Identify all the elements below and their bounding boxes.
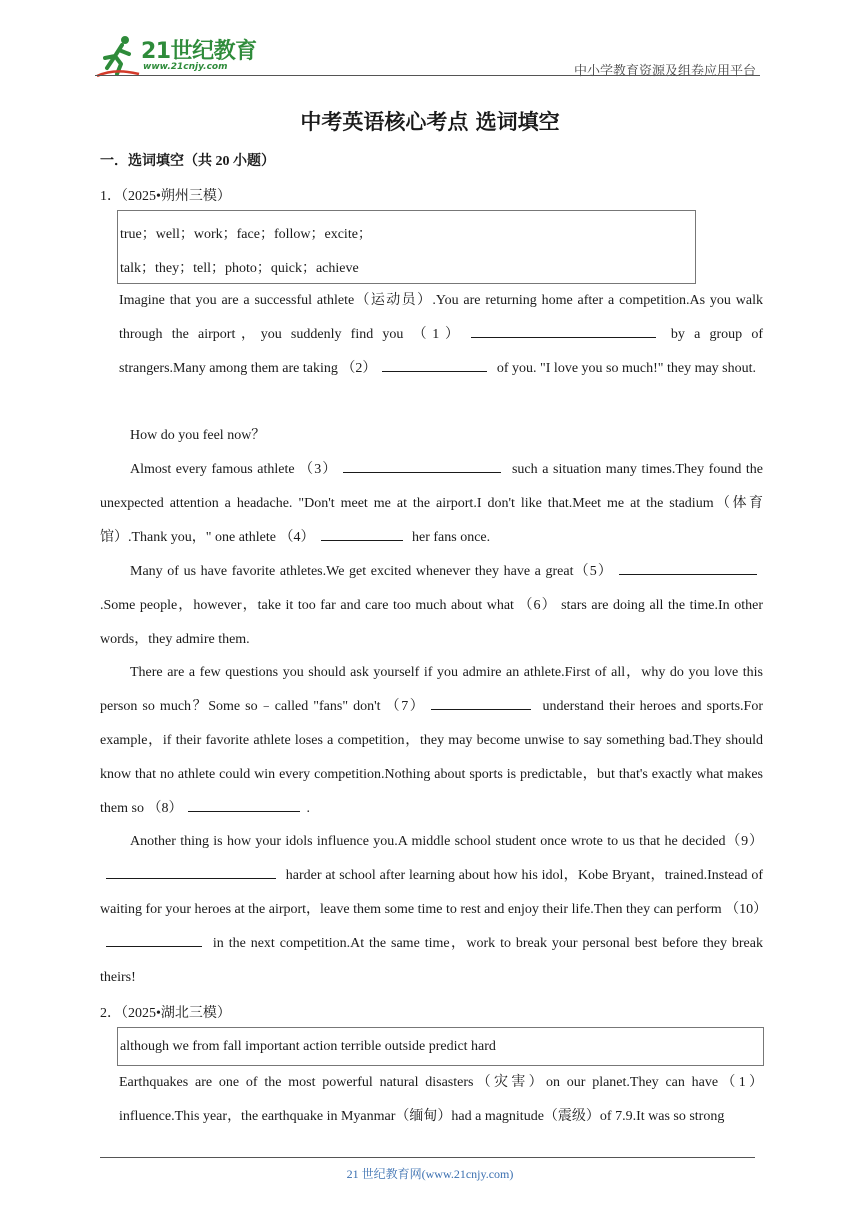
paragraph-text: .Some people，however，take it too far and care too much about what （6） stars are doing all the time.In other words，they admire them. [100,598,763,647]
paragraph-text: understand their heroes and sports.For example，if their favorite athlete loses a competition，they may become unwise to say something bad.They should know that no athlete could win every competition.Nothing about sports is predictable，but that's exactly what makes them so （8） [100,699,763,816]
question-1-paragraph-3 [100,453,763,555]
blank-3[interactable] [343,458,501,473]
header-divider [95,75,760,76]
paragraph-text: There are a few questions you should ask yourself if you admire an athlete.First of all，why do you love this person so much？Some so﹣called "fans" don't （7） [100,665,763,714]
site-logo [95,34,265,78]
blank-10[interactable] [106,932,202,947]
question-2-heading: 2．（2025•湖北三模） [100,1006,231,1021]
question-1-paragraph-1 [100,284,763,386]
blank-7[interactable] [431,695,531,710]
question-1-paragraph-6 [100,825,768,995]
page-title: 中考英语核心考点 选词填空 [300,109,560,134]
footer-text: 21 世纪教育网(www.21cnjy.com) [346,1167,514,1181]
question-2-paragraph-1 [100,1066,763,1134]
runner-logo-icon [95,34,141,78]
paragraph-text: her fans once. [408,530,491,545]
paragraph-text: . [306,801,310,816]
paragraph-text: Imagine that you are a successful athlete（运动员）.You are returning home after a competition.As you walk through the airport，you suddenly find you （1） [119,293,763,342]
paragraph-text: of you. "I love you so much!" they may shout. [493,361,757,376]
section-heading: 一．选词填空（共 20 小题） [100,154,275,169]
paragraph-text: Almost every famous athlete （3） [130,462,338,477]
platform-name: 中小学教育资源及组卷应用平台 [573,63,756,78]
logo-text: 21世纪教育 [141,39,257,64]
question-1-paragraph-5 [100,656,763,826]
question-2-word-bank [117,1027,764,1066]
word-bank-line-2: talk；they；tell；photo；quick；achieve [120,261,359,276]
question-1-heading: 1．（2025•朔州三模） [100,189,231,204]
word-bank-line-1: although we from fall important action terrible outside predict hard [120,1039,496,1054]
blank-4[interactable] [321,526,403,541]
word-bank-line-1: true；well；work；face；follow；excite； [120,227,372,242]
question-1-paragraph-2 [100,419,763,453]
paragraph-text: How do you feel now？ [130,428,266,443]
blank-9[interactable] [106,864,276,879]
paragraph-text: Earthquakes are one of the most powerful natural disasters（灾害）on our planet.They can have（1） influence.This year，the earthquake in Myanmar（缅甸）had a magnitude（震级）of 7.9.It was so strong [119,1075,763,1124]
blank-1[interactable] [471,323,656,338]
blank-5[interactable] [619,560,757,575]
question-1-word-bank [117,210,696,284]
blank-2[interactable] [382,357,487,372]
paragraph-text: harder at school after learning about how his idol，Kobe Bryant，trained.Instead of waiting for your heroes at the airport，leave them some time to rest and enjoy their life.Then they can perform （10） [100,868,768,917]
paragraph-text: by a group of strangers.Many among them are taking （2） [119,327,763,376]
paragraph-text: Another thing is how your idols influence you.A middle school student once wrote to us that he decided（9） [130,834,763,849]
paragraph-text: in the next competition.At the same time，work to break your personal best before they break theirs! [100,936,763,985]
blank-8[interactable] [188,797,300,812]
page-header [95,28,760,78]
question-1-paragraph-4 [100,555,763,657]
footer-divider [100,1157,755,1158]
paragraph-text: Many of us have favorite athletes.We get excited whenever they have a great（5） [130,564,613,579]
logo-url: www.21cnjy.com [143,62,228,72]
paragraph-text: such a situation many times.They found the unexpected attention a headache. "Don't meet me at the airport.I don't like that.Meet me at the stadium（体育馆）.Thank you，" one athlete （4） [100,462,763,545]
